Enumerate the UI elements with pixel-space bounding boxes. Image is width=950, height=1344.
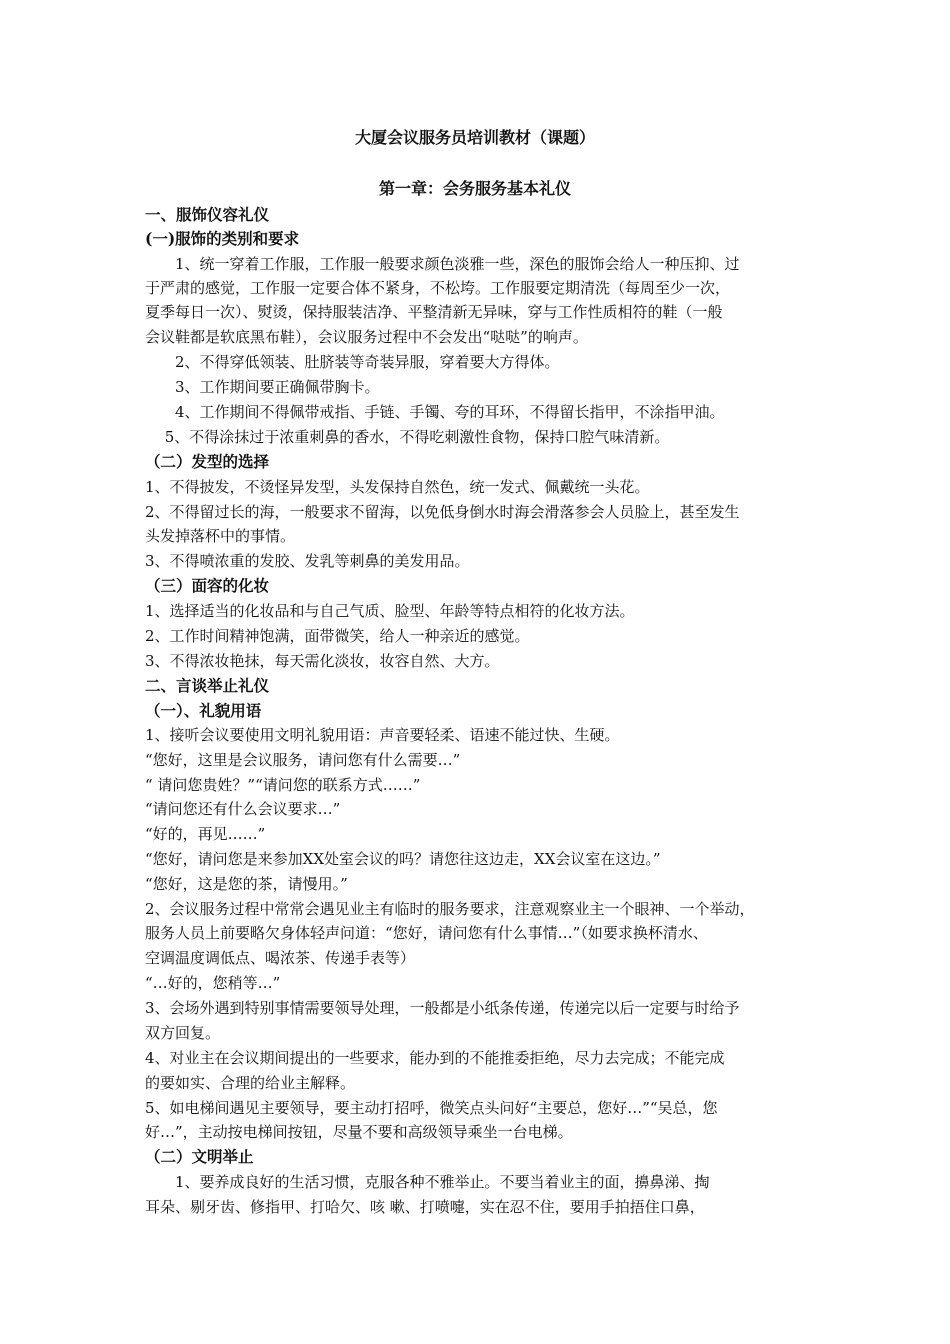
paragraph-line: 1、接听会议要使用文明礼貌用语：声音要轻柔、语速不能过快、生硬。 — [145, 726, 620, 744]
paragraph-line: 空调温度调低点、喝浓茶、传递手表等） — [145, 949, 416, 967]
document-title: 大厦会议服务员培训教材（课题） — [354, 128, 595, 147]
paragraph-line: 5、如电梯间遇见主要领导，要主动打招呼，微笑点头问好“主要总，您好…”“吴总，您 — [145, 1099, 718, 1117]
paragraph-line: 3、不得喷浓重的发胶、发乳等刺鼻的美发用品。 — [145, 552, 470, 570]
paragraph-line: 4、对业主在会议期间提出的一些要求，能办到的不能推委拒绝，尽力去完成；不能完成 — [145, 1049, 725, 1067]
quote-line: “好的，再见……” — [145, 825, 266, 843]
section-heading: 二、言谈举止礼仪 — [145, 676, 270, 695]
subsection-heading: （三）面容的化妆 — [145, 576, 270, 595]
paragraph-line: 耳朵、剔牙齿、修指甲、打哈欠、咳 嗽、打喷嚏，实在忍不住，要用手拍捂住口鼻， — [145, 1198, 705, 1216]
paragraph-line: 2、不得留过长的海，一般要求不留海，以免低身倒水时海会滑落参会人员脸上，甚至发生 — [145, 503, 740, 521]
paragraph-line: 1、选择适当的化妆品和与自己气质、脸型、年龄等特点相符的化妆方法。 — [145, 602, 635, 620]
section-heading: 一、服饰仪容礼仪 — [145, 205, 270, 224]
quote-line: “…好的，您稍等…” — [145, 974, 281, 992]
quote-line: “ 请问您贵姓？”“请问您的联系方式……” — [145, 776, 421, 794]
paragraph-line: 2、不得穿低领装、肚脐装等奇装异服，穿着要大方得体。 — [145, 353, 560, 371]
quote-line: “请问您还有什么会议要求…” — [145, 800, 341, 818]
paragraph-line: 1、不得披发，不烫怪异发型，头发保持自然色，统一发式、佩戴统一头花。 — [145, 478, 650, 496]
paragraph-line: 3、会场外遇到特别事情需要领导处理，一般都是小纸条传递，传递完以后一定要与时给予 — [145, 999, 740, 1017]
paragraph-line: 双方回复。 — [145, 1024, 221, 1042]
paragraph-line: 夏季每日一次）、熨烫，保持服装洁净、平整清新无异味，穿与工作性质相符的鞋（一般 — [145, 303, 723, 321]
chapter-heading: 第一章：会务服务基本礼仪 — [378, 179, 571, 198]
quote-line: “您好，请问您是来参加XX处室会议的吗？请您往这边走，XX会议室在这边。” — [145, 850, 661, 868]
subsection-heading: （二）发型的选择 — [145, 452, 270, 471]
subsection-heading: (一)服饰的类别和要求 — [145, 229, 300, 248]
paragraph-line: 2、会议服务过程中常常会遇见业主有临时的服务要求，注意观察业主一个眼神、一个举动， — [145, 900, 755, 918]
paragraph-line: 2、工作时间精神饱满，面带微笑，给人一种亲近的感觉。 — [145, 627, 530, 645]
quote-line: “您好，这里是会议服务，请问您有什么需要…” — [145, 751, 461, 769]
paragraph-line: 4、工作期间不得佩带戒指、手链、手镯、夸的耳环，不得留长指甲，不涂指甲油。 — [145, 403, 725, 421]
paragraph-line: 头发掉落杯中的事情。 — [145, 527, 296, 545]
paragraph-line: 会议鞋都是软底黑布鞋），会议服务过程中不会发出“哒哒”的响声。 — [145, 328, 588, 346]
paragraph-line: 1、统一穿着工作服，工作服一般要求颜色淡雅一些，深色的服饰会给人一种压抑、过 — [145, 255, 740, 273]
paragraph-line: 的要如实、合理的给业主解释。 — [145, 1074, 356, 1092]
paragraph-line: 于严肃的感觉，工作服一定要合体不紧身，不松垮。工作服要定期清洗（每周至少一次， — [145, 279, 731, 297]
paragraph-line: 好…”，主动按电梯间按钮，尽量不要和高级领导乘坐一台电梯。 — [145, 1123, 573, 1141]
subsection-heading: （一）、礼貌用语 — [145, 701, 262, 720]
paragraph-line: 5、不得涂抹过于浓重刺鼻的香水，不得吃刺激性食物，保持口腔气味清新。 — [145, 428, 670, 446]
paragraph-line: 3、不得浓妆艳抹，每天需化淡妆，妆容自然、大方。 — [145, 652, 500, 670]
paragraph-line: 服务人员上前要略欠身体轻声问道：“您好，请问您有什么事情…”（如要求换杯清水、 — [145, 924, 708, 942]
paragraph-line: 3、工作期间要正确佩带胸卡。 — [145, 378, 380, 396]
quote-line: “您好，这是您的茶，请慢用。” — [145, 875, 348, 893]
subsection-heading: （二）文明举止 — [145, 1147, 254, 1166]
paragraph-line: 1、要养成良好的生活习惯，克服各种不雅举止。不要当着业主的面，擤鼻涕、掏 — [145, 1173, 710, 1191]
